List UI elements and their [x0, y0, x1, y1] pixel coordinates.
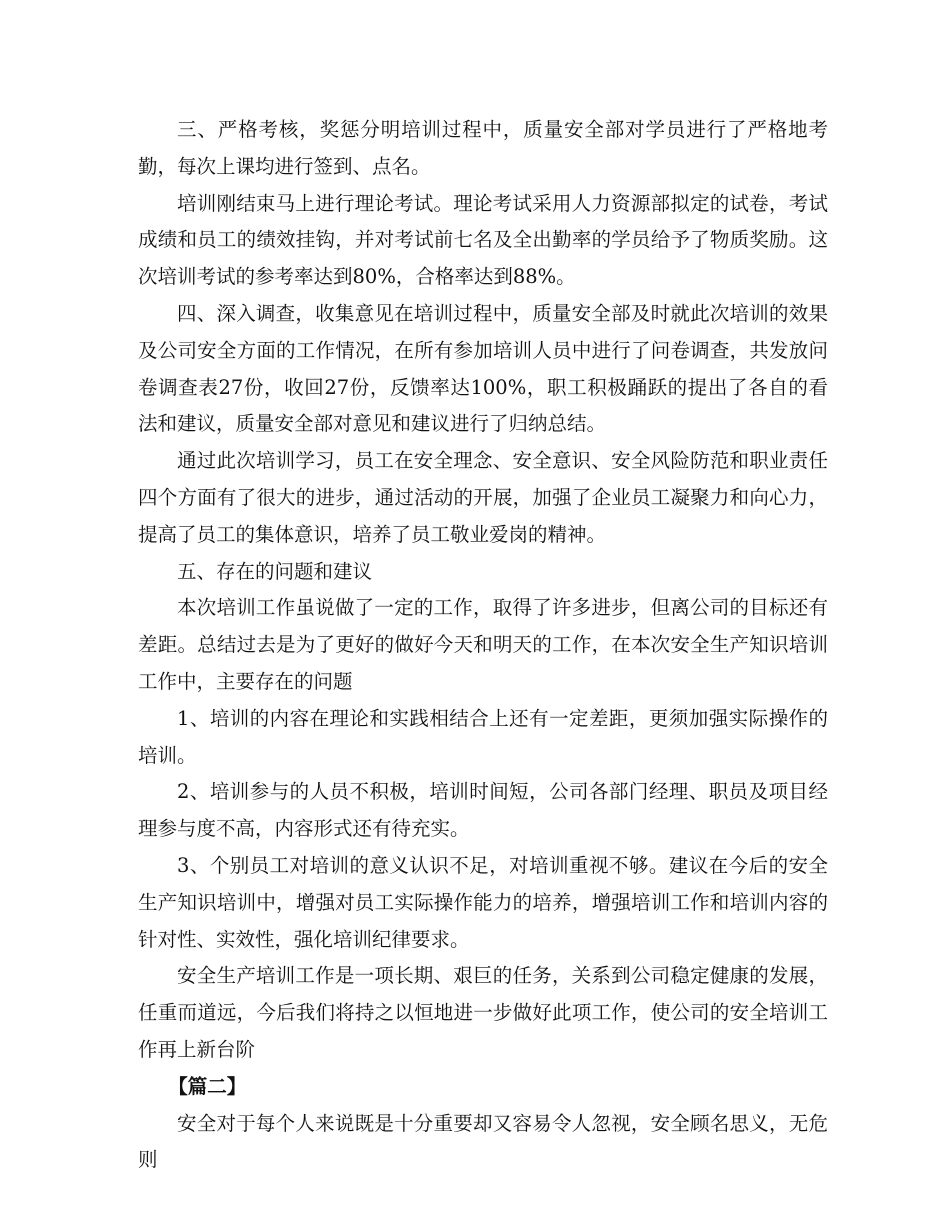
paragraph-part-two-opening: 安全对于每个人来说既是十分重要却又容易令人忽视，安全顾名思义，无危则	[138, 1111, 828, 1172]
paragraph-problems-heading: 五、存在的问题和建议	[177, 559, 373, 583]
section-heading: 【篇二】	[168, 1074, 247, 1098]
document-page	[138, 112, 828, 1179]
paragraph-problems-intro: 本次培训工作虽说做了一定的工作，取得了许多进步，但离公司的目标还有差距。总结过去是为了更好的做好今天和明天的工作，在本次安全生产知识培训工作中，主要存在的问题	[138, 596, 828, 693]
paragraph-strict-assessment: 三、严格考核，奖惩分明培训过程中，质量安全部对学员进行了严格地考勤，每次上课均进行签到、点名。	[138, 118, 828, 178]
paragraph-conclusion: 安全生产培训工作是一项长期、艰巨的任务，关系到公司稳定健康的发展，任重而道远，今后我们将持之以恒地进一步做好此项工作，使公司的安全培训工作再上新台阶	[138, 964, 828, 1061]
paragraph-problem-3: 3、个别员工对培训的意义认识不足，对培训重视不够。建议在今后的安全生产知识培训中，增强对员工实际操作能力的培养，增强培训工作和培训内容的针对性、实效性，强化培训纪律要求。	[138, 853, 828, 951]
paragraph-survey: 四、深入调查，收集意见在培训过程中，质量安全部及时就此次培训的效果及公司安全方面的工作情况，在所有参加培训人员中进行了问卷调查，共发放问卷调查表27份，收回27份，反馈率达100%，职工积极踊跃的提出了各自的看法和建议，质量安全部对意见和建议进行了归纳总结。	[138, 301, 828, 436]
paragraph-problem-2: 2、培训参与的人员不积极，培训时间短，公司各部门经理、职员及项目经理参与度不高，内容形式还有待充实。	[138, 780, 828, 841]
paragraph-theory-exam: 培训刚结束马上进行理论考试。理论考试采用人力资源部拟定的试卷，考试成绩和员工的绩效挂钩，并对考试前七名及全出勤率的学员给予了物质奖励。这次培训考试的参考率达到80%，合格率达到88%。	[138, 191, 828, 289]
paragraph-training-results: 通过此次培训学习，员工在安全理念、安全意识、安全风险防范和职业责任四个方面有了很大的进步，通过活动的开展，加强了企业员工凝聚力和向心力，提高了员工的集体意识，培养了员工敬业爱岗的精神。	[138, 449, 828, 546]
paragraph-problem-1: 1、培训的内容在理论和实践相结合上还有一定差距，更须加强实际操作的培训。	[138, 706, 828, 767]
